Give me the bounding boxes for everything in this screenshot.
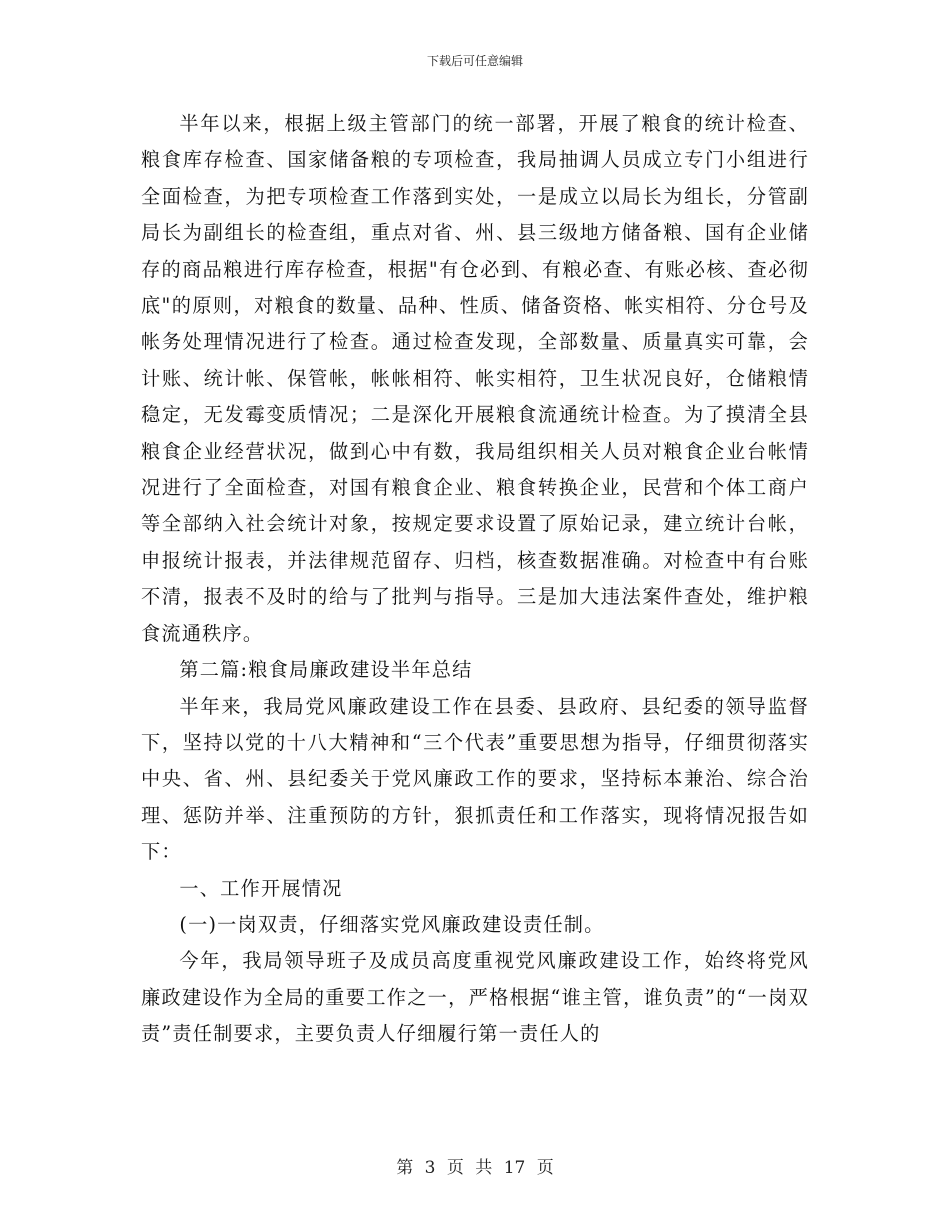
paragraph-leadership: 今年，我局领导班子及成员高度重视党风廉政建设工作，始终将党风廉政建设作为全局的重要工作之一，严格根据“谁主管，谁负责”的“一岗双责”责任制要求，主要负责人仔细履行第一责任人的: [141, 949, 809, 1046]
paragraph-intro-part-two: 半年来，我局党风廉政建设工作在县委、县政府、县纪委的领导监督下，坚持以党的十八大精神和“三个代表”重要思想为指导，仔细贯彻落实中央、省、州、县纪委关于党风廉政工作的要求，坚持标本兼治、综合治理、惩防并举、注重预防的方针，狠抓责任和工作落实，现将情况报告如下：: [141, 694, 809, 864]
paragraph-grain-inspection: 半年以来，根据上级主管部门的统一部署，开展了粮食的统计检查、粮食库存检查、国家储备粮的专项检查，我局抽调人员成立专门小组进行全面检查，为把专项检查工作落到实处，一是成立以局长为组长，分管副局长为副组长的检查组，重点对省、州、县三级地方储备粮、国有企业储存的商品粮进行库存检查，根据"有仓必到、有粮必查、有账必核、查必彻底"的原则，对粮食的数量、品种、性质、储备资格、帐实相符、分仓号及帐务处理情况进行了检查。通过检查发现，全部数量、质量真实可靠，会计账、统计帐、保管帐，帐帐相符、帐实相符，卫生状况良好，仓储粮情稳定，无发霉变质情况；二是深化开展粮食流通统计检查。为了摸清全县粮食企业经营状况，做到心中有数，我局组织相关人员对粮食企业台帐情况进行了全面检查，对国有粮食企业、粮食转换企业，民营和个体工商户等全部纳入社会统计对象，按规定要求设置了原始记录，建立统计台帐，申报统计报表，并法律规范留存、归档，核查数据准确。对检查中有台账不清，报表不及时的给与了批判与指导。三是加大违法案件查处，维护粮食流通秩序。: [141, 112, 809, 645]
heading-work-status: 一、工作开展情况: [179, 876, 343, 900]
section-title-part-two: 第二篇:粮食局廉政建设半年总结: [179, 658, 473, 682]
subheading-responsibility: (一)一岗双责，仔细落实党风廉政建设责任制。: [179, 912, 605, 936]
document-body: [141, 106, 809, 1053]
page-header-note: 下载后可任意编辑: [426, 54, 523, 68]
page-number-footer: 第 3 页 共 17 页: [396, 1158, 554, 1178]
